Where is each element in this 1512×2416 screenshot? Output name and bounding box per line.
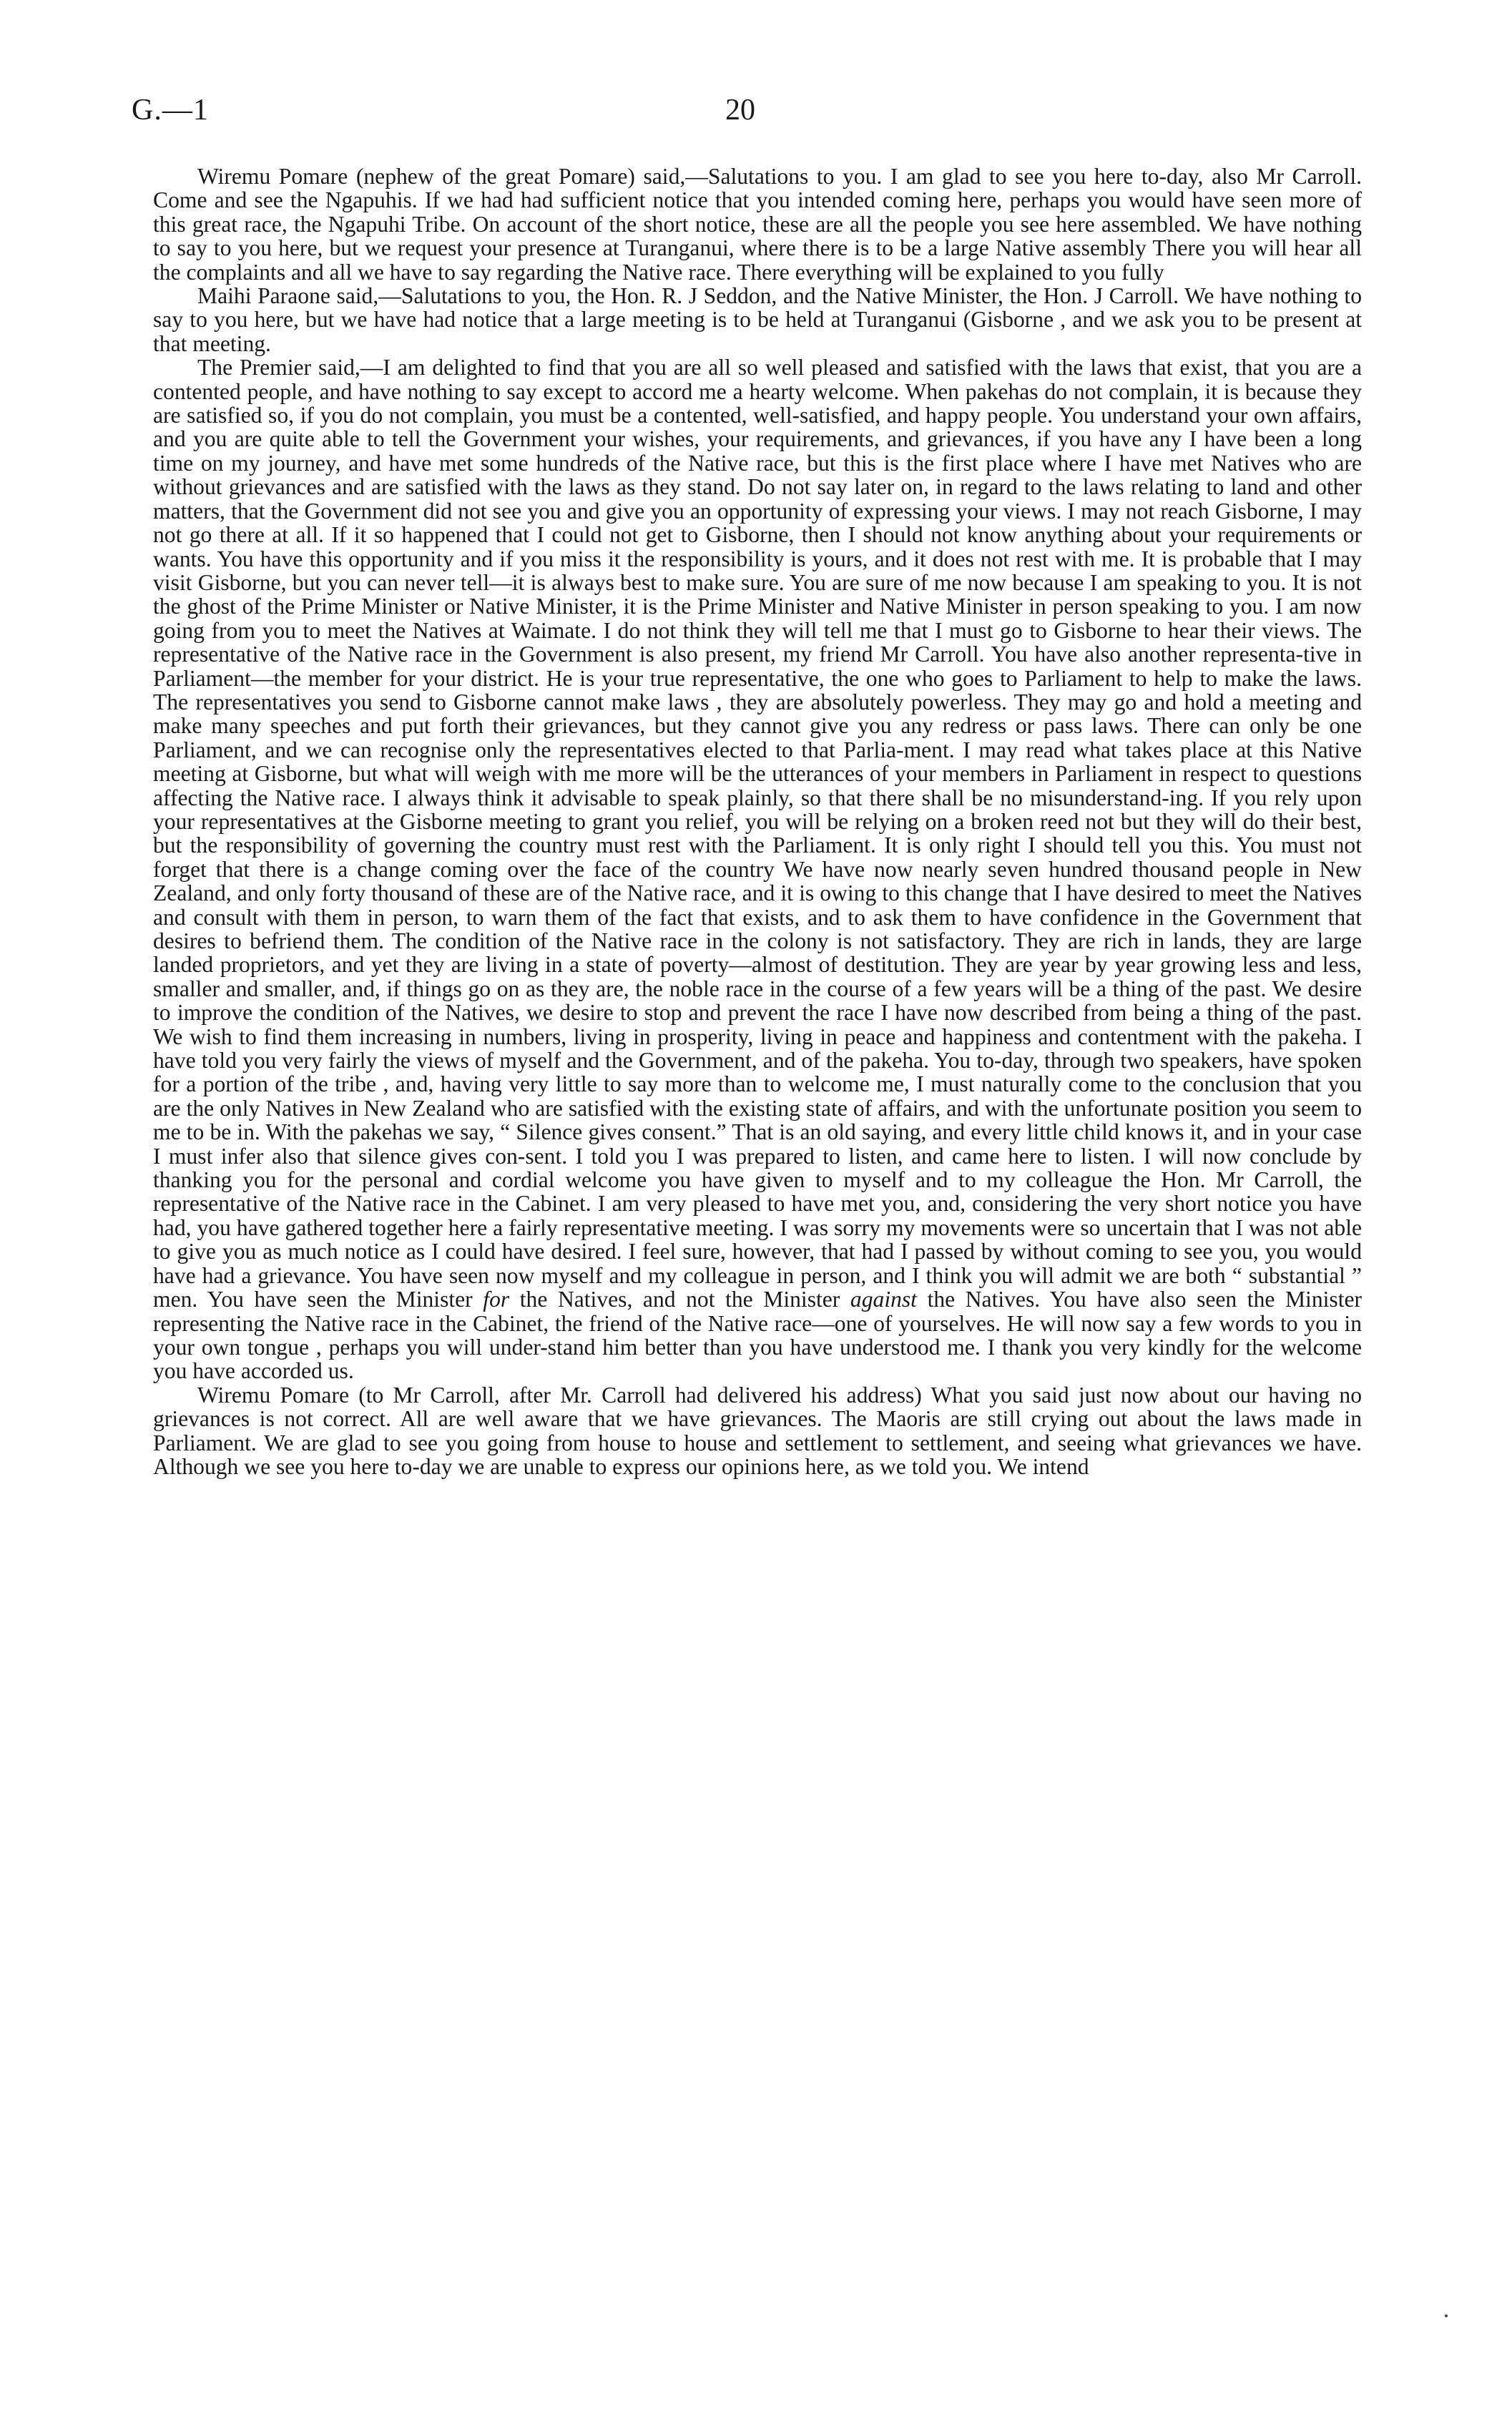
- paragraph-text: Wiremu Pomare (nephew of the great Pomare) said,—Salutations to you. I am glad to see you here to-day, also Mr Carroll. Come and see the Ngapuhis. If we had had sufficient notice that you intended coming here, perhaps you would have seen more of this great race, the Ngapuhi Tribe. On account of the short notice, these are all the people you see here assembled. We have nothing to say to you here, but we request your presence at Turanganui, where there is to be a large Native assembly There you will hear all the complaints and all we have to say regarding the Native race. There everything will be explained to you fully: [153, 164, 1362, 285]
- paragraph-text: The Premier said,—I am delighted to find that you are all so well pleased and satisfied with the laws that exist, that you are a contented people, and have nothing to say except to accord me a hearty welcome. When pakehas do not complain, it is because they are satisfied so, if you do not complain, you must be a contented, well-satisfied, and happy people. You understand your own affairs, and you are quite able to tell the Government your wishes, your requirements, and grievances, if you have any I have been a long time on my journey, and have met some hundreds of the Native race, but this is the first place where I have met Natives who are without grievances and are satisfied with the laws as they stand. Do not say later on, in regard to the laws relating to land and other matters, that the Government did not see you and give you an opportunity of expressing your views. I may not reach Gisborne, I may not go there at all. If it so happened that I could not get to Gisborne, then I should not know anything about your requirements or wants. You have this opportunity and if you miss it the responsibility is yours, and it does not rest with me. It is probable that I may visit Gisborne, but you can never tell—it is always best to make sure. You are sure of me now because I am speaking to you. It is not the ghost of the Prime Minister or Native Minister, it is the Prime Minister and Native Minister in person speaking to you. I am now going from you to meet the Natives at Waimate. I do not think they will tell me that I must go to Gisborne to hear their views. The representative of the Native race in the Government is also present, my friend Mr Carroll. You have also another representa-tive in Parliament—the member for your district. He is your true representative, the one who goes to Parliament to help to make the laws. The representatives you send to Gisborne cannot make laws , they are absolutely powerless. They may go and hold a meeting and make many speeches and put forth their grievances, but they cannot give you any redress or pass laws. There can only be one Parliament, and we can recognise only the representatives elected to that Parlia-ment. I may read what takes place at this Native meeting at Gisborne, but what will weigh with me more will be the utterances of your members in Parliament in respect to questions affecting the Native race. I always think it advisable to speak plainly, so that there shall be no misunderstand-ing. If you rely upon your representatives at the Gisborne meeting to grant you relief, you will be relying on a broken reed not but they will do their best, but the responsibility of governing the country must rest with the Parliament. It is only right I should tell you this. You must not forget that there is a change coming over the face of the country We have now nearly seven hundred thousand people in New Zealand, and only forty thousand of these are of the Native race, and it is owing to this change that I have desired to meet the Natives and consult with them in person, to warn them of the fact that exists, and to ask them to have confidence in the Government that desires to befriend them. The condition of the Native race in the colony is not satisfactory. They are rich in lands, they are large landed proprietors, and yet they are living in a state of poverty—almost of destitution. They are year by year growing less and less, smaller and smaller, and, if things go on as they are, the noble race in the course of a few years will be a thing of the past. We desire to improve the condition of the Natives, we desire to stop and prevent the race I have now described from being a thing of the past. We wish to find them increasing in numbers, living in prosperity, living in peace and happiness and contentment with the pakeha. I have told you very fairly the views of myself and the Government, and of the pakeha. You to-day, through two speakers, have spoken for a portion of the tribe , and, having very little to say more than to welcome me, I must naturally come to the conclusion that you are the only Natives in New Zealand who are satisfied with the existing state of affairs, and with the unfortunate position you seem to me to be in. With the pakehas we say, “ Silence gives consent.” That is an old saying, and every little child knows it, and in your case I must infer also that silence gives con-sent. I told you I was prepared to listen, and came here to listen. I will now conclude by thanking you for the personal and cordial welcome you have given to myself and to my colleague the Hon. Mr Carroll, the representative of the Native race in the Cabinet. I am very pleased to have met you, and, considering the very short notice you have had, you have gathered together here a fairly representative meeting. I was sorry my movements were so uncertain that I was not able to give you as much notice as I could have desired. I feel sure, however, that had I passed by without coming to see you, you would have had a grievance. You have seen now myself and my colleague in person, and I think you will admit we are both “ substantial ” men. You have seen the Minister: [153, 355, 1362, 1312]
- paragraph-text: the Natives. You have also seen the Minister representing the Native race in the Cabinet, the friend of the Native race—one of yourselves. He will now say a few words to you in your own tongue , perhaps you will under-stand him better than you have understood me. I thank you very kindly for the welcome you have accorded us.: [153, 1287, 1363, 1384]
- italic-word: for: [483, 1287, 510, 1312]
- paragraph-wiremu-pomare-1: [153, 164, 1362, 284]
- paragraph-text: Wiremu Pomare (to Mr Carroll, after Mr. Carroll had delivered his address) What you said just now about our having no grievances is not correct. All are well aware that we have grievances. The Maoris are still crying out about the laws made in Parliament. We are glad to see you going from house to house and settlement to settlement, and seeing what grievances we have. Although we see you here to-day we are unable to express our opinions here, as we told you. We intend: [153, 1382, 1362, 1479]
- margin-mark: [1445, 2314, 1448, 2317]
- page-number: 20: [725, 94, 755, 127]
- document-body: [153, 164, 1362, 1478]
- page-header: [132, 93, 1362, 143]
- paragraph-text: the Natives, and not the Minister: [519, 1287, 840, 1312]
- paragraph-text: Maihi Paraone said,—Salutations to you, the Hon. R. J Seddon, and the Native Minister, the Hon. J Carroll. We have nothing to say to you here, but we have had notice that a large meeting is to be held at Turanganui (Gisborne , and we ask you to be present at that meeting.: [153, 283, 1362, 356]
- paragraph-premier: [153, 355, 1362, 1383]
- document-page: [132, 93, 1363, 1479]
- document-reference: G.—1: [132, 94, 209, 127]
- paragraph-maihi-paraone: [153, 284, 1362, 355]
- paragraph-wiremu-pomare-2: [153, 1383, 1362, 1479]
- italic-word: against: [850, 1287, 917, 1312]
